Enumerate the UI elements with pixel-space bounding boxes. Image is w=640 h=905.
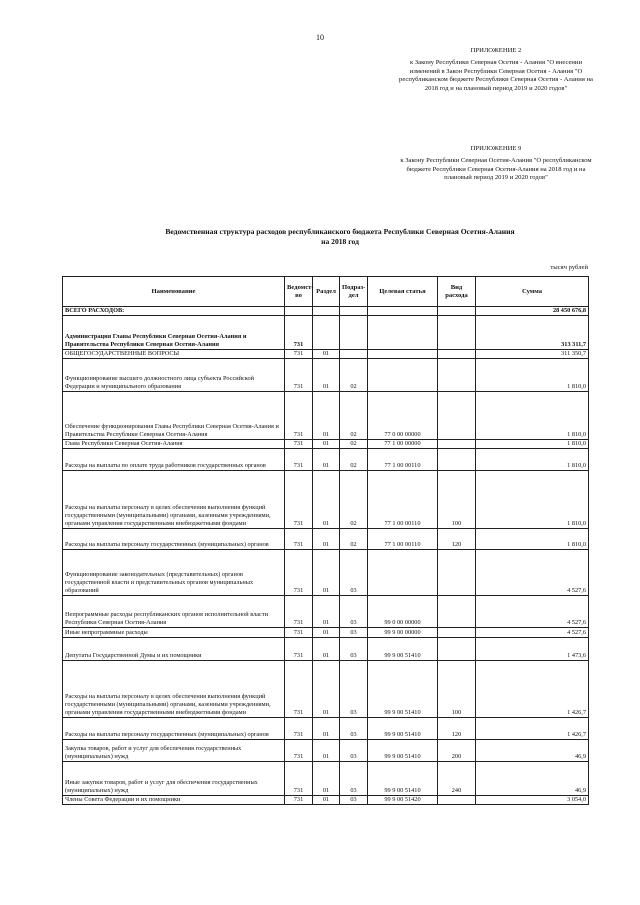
cell-subsection: 03 — [340, 796, 368, 805]
cell-name: Расходы на выплаты персоналу в целях обеспечения выполнения функций государственными (муниципальными) органами, казенными учреждениями, органами управления государственными внебюджетными фондами — [63, 471, 285, 529]
cell-subsection: 03 — [340, 718, 368, 740]
cell-section: 01 — [313, 449, 340, 471]
cell-name: Иные непрограммные расходы — [63, 628, 285, 638]
cell-type — [438, 316, 476, 350]
cell-sum: 1 810,0 — [476, 529, 589, 550]
cell-dept: 731 — [285, 529, 313, 550]
cell-name: Функционирование высшего должностного лица субъекта Российской Федерации и муниципального образования — [63, 359, 285, 392]
appendix-2-title: ПРИЛОЖЕНИЕ 2 — [470, 47, 522, 54]
table-row — [63, 762, 589, 796]
cell-name: Расходы на выплаты персоналу в целях обеспечения выполнения функций государственными (муниципальными) органами, казенными учреждениями, органами управления государственными внебюджетными фондами — [63, 661, 285, 718]
cell-name: Депутаты Государственной Думы и их помощники — [63, 638, 285, 661]
cell-dept: 731 — [285, 661, 313, 718]
cell-section — [313, 307, 340, 316]
cell-type — [438, 392, 476, 440]
cell-section: 01 — [313, 718, 340, 740]
cell-type — [438, 638, 476, 661]
cell-type — [438, 550, 476, 596]
table-header-row — [63, 277, 589, 307]
cell-target: 77 1 00 00000 — [368, 440, 438, 449]
cell-dept: 731 — [285, 392, 313, 440]
document-title-line-2: на 2018 год — [321, 237, 359, 246]
cell-type: 100 — [438, 661, 476, 718]
table-row — [63, 471, 589, 529]
table-row — [63, 529, 589, 550]
header-section: Раздел — [313, 277, 340, 307]
cell-name: Расходы на выплаты персоналу государственных (муниципальных) органов — [63, 718, 285, 740]
cell-section — [313, 316, 340, 350]
cell-sum: 46,9 — [476, 740, 589, 762]
cell-section: 01 — [313, 350, 340, 359]
cell-subsection: 03 — [340, 740, 368, 762]
page-number: 10 — [316, 33, 324, 42]
cell-target — [368, 359, 438, 392]
cell-section: 01 — [313, 392, 340, 440]
cell-type — [438, 359, 476, 392]
cell-subsection: 03 — [340, 628, 368, 638]
cell-sum: 1 426,7 — [476, 661, 589, 718]
cell-target — [368, 316, 438, 350]
cell-subsection: 02 — [340, 471, 368, 529]
cell-section: 01 — [313, 550, 340, 596]
cell-sum: 28 450 676,8 — [476, 307, 589, 316]
cell-subsection: 02 — [340, 449, 368, 471]
table-row — [63, 796, 589, 805]
appendix-2-header — [396, 47, 596, 93]
cell-dept: 731 — [285, 359, 313, 392]
cell-sum: 1 810,0 — [476, 359, 589, 392]
cell-subsection: 02 — [340, 529, 368, 550]
cell-sum: 3 054,0 — [476, 796, 589, 805]
cell-target — [368, 550, 438, 596]
document-title — [60, 227, 620, 247]
table-row — [63, 596, 589, 628]
cell-name: ОБЩЕГОСУДАРСТВЕННЫЕ ВОПРОСЫ — [63, 350, 285, 359]
expenditure-table — [62, 276, 589, 805]
appendix-9-title: ПРИЛОЖЕНИЕ 9 — [470, 145, 522, 152]
cell-section: 01 — [313, 740, 340, 762]
units-label: тысяч рублей — [550, 264, 588, 271]
cell-type — [438, 307, 476, 316]
cell-dept: 731 — [285, 440, 313, 449]
cell-subsection — [340, 350, 368, 359]
cell-subsection: 02 — [340, 359, 368, 392]
cell-name: Члены Совета Федерации и их помощники — [63, 796, 285, 805]
header-name: Наименование — [63, 277, 285, 307]
cell-target: 77 1 00 00110 — [368, 449, 438, 471]
cell-sum: 313 311,7 — [476, 316, 589, 350]
table-row — [63, 449, 589, 471]
cell-dept: 731 — [285, 718, 313, 740]
cell-dept: 731 — [285, 762, 313, 796]
cell-subsection — [340, 307, 368, 316]
cell-target: 99 9 00 51410 — [368, 718, 438, 740]
cell-type: 120 — [438, 529, 476, 550]
cell-sum: 1 473,6 — [476, 638, 589, 661]
cell-target: 77 1 00 00110 — [368, 529, 438, 550]
table-row — [63, 550, 589, 596]
cell-section: 01 — [313, 359, 340, 392]
table-row — [63, 638, 589, 661]
cell-subsection: 03 — [340, 596, 368, 628]
cell-subsection: 03 — [340, 550, 368, 596]
cell-sum: 4 527,6 — [476, 596, 589, 628]
cell-sum: 4 527,6 — [476, 550, 589, 596]
cell-dept: 731 — [285, 740, 313, 762]
cell-sum: 1 810,0 — [476, 449, 589, 471]
cell-type — [438, 440, 476, 449]
cell-type: 200 — [438, 740, 476, 762]
appendix-9-header — [396, 145, 596, 183]
header-target: Целевая статья — [368, 277, 438, 307]
cell-section: 01 — [313, 762, 340, 796]
header-sum: Сумма — [476, 277, 589, 307]
cell-target — [368, 350, 438, 359]
cell-name: Расходы на выплаты по оплате труда работников государственных органов — [63, 449, 285, 471]
cell-name: Непрограммные расходы республиканских органов исполнительной власти Республики Северная Осетия-Алания — [63, 596, 285, 628]
cell-target: 99 9 00 51420 — [368, 796, 438, 805]
cell-dept: 731 — [285, 316, 313, 350]
cell-section: 01 — [313, 596, 340, 628]
header-dept: Ведомст- во — [285, 277, 313, 307]
cell-name: Обеспечение функционирования Главы Республики Северная Осетия-Алания и Правительства Республики Северная Осетия-Алания — [63, 392, 285, 440]
table-row — [63, 350, 589, 359]
cell-dept: 731 — [285, 550, 313, 596]
cell-dept — [285, 307, 313, 316]
table-row — [63, 628, 589, 638]
cell-name: Закупка товаров, работ и услуг для обеспечения государственных (муниципальных) нужд — [63, 740, 285, 762]
table-row — [63, 359, 589, 392]
cell-target: 77 1 00 00110 — [368, 471, 438, 529]
table-row — [63, 392, 589, 440]
cell-sum: 1 810,0 — [476, 440, 589, 449]
table-row — [63, 740, 589, 762]
cell-name: Расходы на выплаты персоналу государственных (муниципальных) органов — [63, 529, 285, 550]
table-row — [63, 661, 589, 718]
cell-section: 01 — [313, 529, 340, 550]
header-subsection: Подраз- дел — [340, 277, 368, 307]
table-row — [63, 440, 589, 449]
cell-dept: 731 — [285, 796, 313, 805]
cell-target: 99 9 00 00000 — [368, 628, 438, 638]
cell-sum: 4 527,6 — [476, 628, 589, 638]
appendix-2-text: к Закону Республики Северная Осетия - Алания "О внесении изменений в Закон Республики Северная Осетия - Алания "О республиканском бюджете Республики Северная Осетия - Алания на 2018 год и на плановый период 2019 и 2020 годов" — [399, 59, 593, 92]
cell-target: 99 9 00 51410 — [368, 661, 438, 718]
cell-target: 99 9 00 51410 — [368, 762, 438, 796]
table-body — [63, 307, 589, 805]
cell-type: 100 — [438, 471, 476, 529]
cell-name: Администрация Главы Республики Северная Осетия-Алания и Правительства Республики Северная Осетия-Алания — [63, 316, 285, 350]
cell-target: 77 0 00 00000 — [368, 392, 438, 440]
cell-type: 240 — [438, 762, 476, 796]
cell-sum: 46,9 — [476, 762, 589, 796]
table-row — [63, 718, 589, 740]
cell-name: Функционирование законодательных (представительных) органов государственной власти и представительных органов муниципальных образований — [63, 550, 285, 596]
cell-dept: 731 — [285, 350, 313, 359]
cell-type — [438, 596, 476, 628]
cell-subsection — [340, 316, 368, 350]
cell-subsection: 03 — [340, 661, 368, 718]
cell-type — [438, 796, 476, 805]
cell-sum: 1 426,7 — [476, 718, 589, 740]
document-title-line-1: Ведомственная структура расходов республиканского бюджета Республики Северная Осетия-Алания — [165, 227, 515, 236]
header-type: Вид расхода — [438, 277, 476, 307]
cell-dept: 731 — [285, 471, 313, 529]
cell-subsection: 02 — [340, 392, 368, 440]
cell-section: 01 — [313, 471, 340, 529]
appendix-9-text: к Закону Республики Северная Осетия-Алания "О республиканском бюджете Республики Северная Осетия-Алания на 2018 год и на плановый период 2019 и 2020 годов" — [400, 157, 592, 182]
cell-subsection: 03 — [340, 762, 368, 796]
cell-section: 01 — [313, 661, 340, 718]
cell-section: 01 — [313, 796, 340, 805]
cell-section: 01 — [313, 628, 340, 638]
cell-dept: 731 — [285, 449, 313, 471]
cell-target — [368, 307, 438, 316]
cell-sum: 311 350,7 — [476, 350, 589, 359]
cell-dept: 731 — [285, 638, 313, 661]
cell-subsection: 02 — [340, 440, 368, 449]
cell-type — [438, 628, 476, 638]
table-row — [63, 307, 589, 316]
cell-sum: 1 810,0 — [476, 471, 589, 529]
table-row — [63, 316, 589, 350]
cell-section: 01 — [313, 440, 340, 449]
cell-dept: 731 — [285, 628, 313, 638]
cell-sum: 1 810,0 — [476, 392, 589, 440]
cell-type — [438, 350, 476, 359]
cell-subsection: 03 — [340, 638, 368, 661]
cell-name: Иные закупки товаров, работ и услуг для обеспечения государственных (муниципальных) нужд — [63, 762, 285, 796]
cell-target: 99 0 00 00000 — [368, 596, 438, 628]
cell-section: 01 — [313, 638, 340, 661]
cell-target: 99 9 00 51410 — [368, 740, 438, 762]
cell-target: 99 9 00 51410 — [368, 638, 438, 661]
cell-name: ВСЕГО РАСХОДОВ: — [63, 307, 285, 316]
cell-type: 120 — [438, 718, 476, 740]
cell-type — [438, 449, 476, 471]
cell-dept: 731 — [285, 596, 313, 628]
cell-name: Глава Республики Северная Осетия-Алания — [63, 440, 285, 449]
